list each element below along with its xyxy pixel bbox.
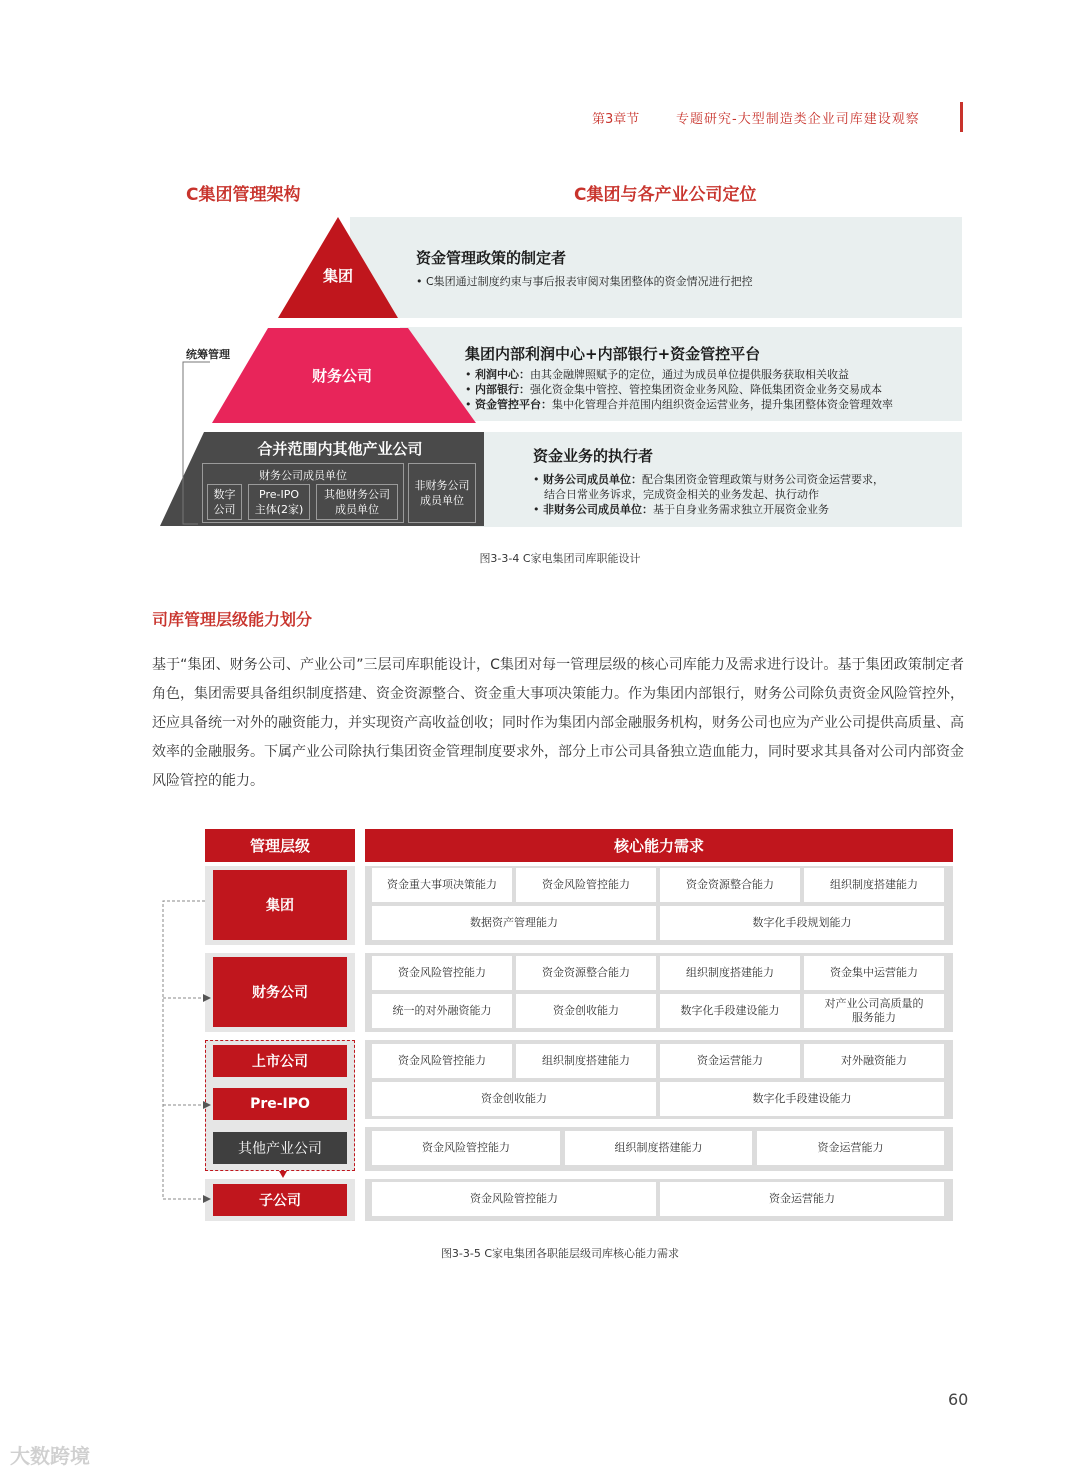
section-paragraph: 基于“集团、财务公司、产业公司”三层司库职能设计，C集团对每一管理层级的核心司库能力及需求进行设计。基于集团政策制定者角色，集团需要具备组织制度搭建、资金资源整合、资金重大事项决策能力。作为集团内部银行，财务公司除负责资金风险管控外，还应具备统一对外的融资能力，并实现资产高收益创收；同时作为集团内部金融服务机构，财务公司也应为产业公司提供高质量、高效率的金融服务。下属产业公司除执行集团资金管理制度要求外，部分上市公司具备独立造血能力，同时要求其具备对公司内部资金风险管控的能力。 [152,657,964,789]
capability-cell: 资金创收能力 [516,994,656,1028]
capability-cell: 资金资源整合能力 [516,956,656,990]
figure1-right-heading: C集团与各产业公司定位 [574,185,757,205]
capability-cell: 资金运营能力 [757,1131,944,1165]
level-subsidiary: 子公司 [213,1184,347,1216]
band-industry-line: • 非财务公司成员单位：基于自身业务需求独立开展资金业务 [533,503,829,516]
level-group: 集团 [213,870,347,940]
band-industry-line: 结合日常业务诉求，完成资金相关的业务发起、执行动作 [544,488,819,501]
capability-cell: 数字化手段建设能力 [660,994,800,1028]
tier-top-label: 集团 [322,267,353,285]
capability-cell: 资金风险管控能力 [372,1182,656,1216]
tier-middle-label: 财务公司 [311,367,372,385]
capability-cell: 对外融资能力 [804,1044,944,1078]
band-group-title: 资金管理政策的制定者 [416,249,567,267]
figure1-caption: 图3-3-4 C家电集团司库职能设计 [479,552,641,565]
band-industry-line: • 财务公司成员单位：配合集团资金管理政策与财务公司资金运营要求， [533,473,884,486]
band-industry-title: 资金业务的执行者 [533,447,654,465]
figure1-left-heading: C集团管理架构 [186,185,301,205]
header-divider [960,102,963,132]
level-other-industry: 其他产业公司 [213,1132,347,1164]
band-finance-line: • 利润中心：由其金融牌照赋予的定位，通过为成员单位提供服务获取相关收益 [465,368,849,381]
capability-cell: 组织制度搭建能力 [660,956,800,990]
figure2-caption: 图3-3-5 C家电集团各职能层级司库核心能力需求 [440,1247,680,1260]
down-arrow-icon [276,1170,290,1180]
capability-cell: 资金运营能力 [660,1044,800,1078]
level-pre-ipo: Pre-IPO [213,1088,347,1120]
page-number: 60 [948,1390,969,1409]
non-member-units-box: 非财务公司 成员单位 [408,463,476,523]
band-finance-line: • 内部银行：强化资金集中管控、管控集团资金业务风险、降低集团资金业务交易成本 [465,383,882,396]
member-unit-digital: 数字 公司 [207,484,242,520]
member-units-box: 财务公司成员单位 [202,463,404,523]
capability-cell: 资金集中运营能力 [804,956,944,990]
capability-cell: 数字化手段建设能力 [660,1082,944,1116]
level-finance-company: 财务公司 [213,957,347,1027]
level-listed-company: 上市公司 [213,1045,347,1077]
member-unit-other: 其他财务公司 成员单位 [316,484,398,520]
capability-column-header: 核心能力需求 [365,829,953,862]
band-finance-title: 集团内部利润中心+内部银行+资金管控平台 [465,345,761,363]
capability-cell: 资金风险管控能力 [372,1044,512,1078]
capability-cell: 组织制度搭建能力 [565,1131,752,1165]
level-connector [155,895,215,1205]
capability-cell: 资金风险管控能力 [372,1131,560,1165]
capability-cell: 统一的对外融资能力 [372,994,512,1028]
watermark-text: 大数跨境 [10,1444,90,1468]
member-unit-preipo: Pre-IPO 主体(2家) [248,484,310,520]
level-column-header: 管理层级 [205,829,355,862]
section-title: 司库管理层级能力划分 [152,610,313,629]
header-section: 第3章节 [592,112,640,127]
capability-cell: 资金风险管控能力 [516,868,656,902]
capability-cell: 数字化手段规划能力 [660,906,944,940]
capability-cell: 组织制度搭建能力 [804,868,944,902]
capability-cell: 数据资产管理能力 [372,906,656,940]
capability-cell: 组织制度搭建能力 [516,1044,656,1078]
header-title: 专题研究-大型制造类企业司库建设观察 [676,112,920,127]
capability-cell: 资金资源整合能力 [660,868,800,902]
band-group-line: • C集团通过制度约束与事后报表审阅对集团整体的资金情况进行把控 [416,275,753,288]
capability-cell: 资金重大事项决策能力 [372,868,512,902]
band-finance-line: • 资金管控平台：集中化管理合并范围内组织资金运营业务，提升集团整体资金管理效率 [465,398,893,411]
tier-bottom-label: 合并范围内其他产业公司 [257,440,423,458]
capability-cell: 对产业公司高质量的 服务能力 [804,994,944,1028]
side-label: 统筹管理 [186,348,230,361]
watermark-logo [10,1440,90,1469]
capability-cell: 资金运营能力 [660,1182,944,1216]
capability-cell: 资金风险管控能力 [372,956,512,990]
capability-cell: 资金创收能力 [372,1082,656,1116]
